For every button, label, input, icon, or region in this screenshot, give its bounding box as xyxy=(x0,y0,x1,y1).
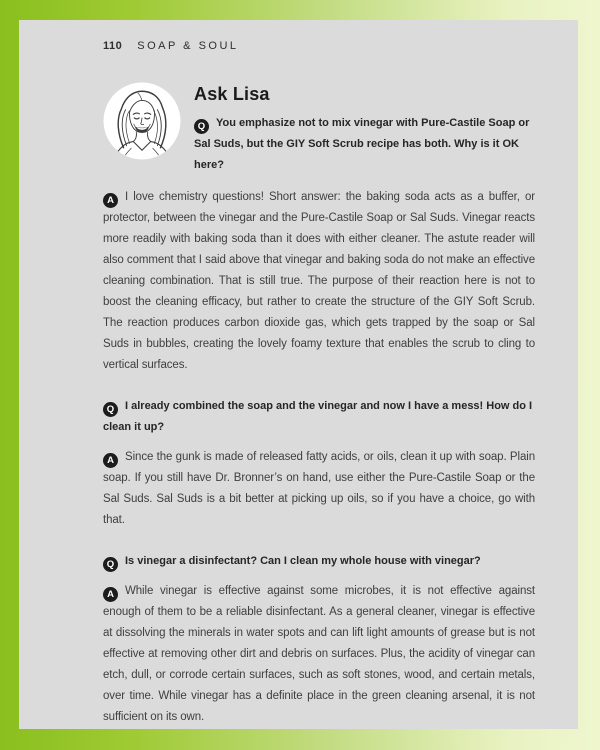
question-badge-icon: Q xyxy=(103,402,118,417)
portrait-sketch-icon xyxy=(103,82,181,160)
question-2-text: I already combined the soap and the vinegar and now I have a mess! How do I clean it up? xyxy=(103,400,533,433)
question-2 xyxy=(103,396,535,438)
page-number: 110 xyxy=(103,40,123,52)
answer-1-text: I love chemistry questions! Short answer: the baking soda acts as a buffer, or protector, between the vinegar and the Pure-Castile Soap or Sal Suds. Vinegar reacts more readily with baking soda than it does with either cleaner. The astute reader will also comment that I said above that vinegar and baking soda do not make an effective cleaning combination. That is still true. The purpose of their reaction here is not to boost the cleaning efficacy, but rather to create the structure of the GIY Soft Scrub. The reaction produces carbon dioxide gas, which gets trapped by the soap or Sal Suds in bubbles, creating the lovely foamy texture that enables the scrub to cling to vertical surfaces. xyxy=(103,191,535,371)
lisa-portrait-illustration xyxy=(103,82,181,160)
answer-2 xyxy=(103,447,535,531)
answer-1 xyxy=(103,187,535,376)
book-page xyxy=(19,20,578,729)
running-header xyxy=(103,40,535,52)
question-1-text: You emphasize not to mix vinegar with Pure-Castile Soap or Sal Suds, but the GIY Soft Scrub recipe has both. Why is it OK here? xyxy=(194,117,530,171)
answer-2-text: Since the gunk is made of released fatty acids, or oils, clean it up with soap. Plain soap. If you still have Dr. Bronner’s on hand, use either the Pure-Castile Soap or the Sal Suds. Sal Suds is a bit better at picking up oils, so if you have a choice, go with that. xyxy=(103,451,535,526)
feature-title: Ask Lisa xyxy=(194,84,270,104)
question-3-text: Is vinegar a disinfectant? Can I clean my whole house with vinegar? xyxy=(125,555,481,567)
question-badge-icon: Q xyxy=(103,557,118,572)
book-title: SOAP & SOUL xyxy=(137,40,239,52)
ask-lisa-intro xyxy=(194,82,535,176)
question-3 xyxy=(103,551,535,572)
ask-lisa-header xyxy=(103,82,535,176)
answer-3 xyxy=(103,581,535,728)
question-badge-icon: Q xyxy=(194,119,209,134)
question-1 xyxy=(194,113,535,176)
answer-badge-icon: A xyxy=(103,453,118,468)
answer-badge-icon: A xyxy=(103,193,118,208)
answer-badge-icon: A xyxy=(103,587,118,602)
answer-3-text: While vinegar is effective against some microbes, it is not effective against enough of them to be a reliable disinfectant. As a general cleaner, vinegar is effective at dissolving the minerals in water spots and can lift light amounts of grease but is not effective at removing other dirt and debris on surfaces. Plus, the acidity of vinegar can etch, dull, or corrode certain surfaces, such as soft stones, wood, and certain metals, over time. While vinegar has a definite place in the green cleaning arsenal, it is not sufficient on its own. xyxy=(103,585,535,723)
